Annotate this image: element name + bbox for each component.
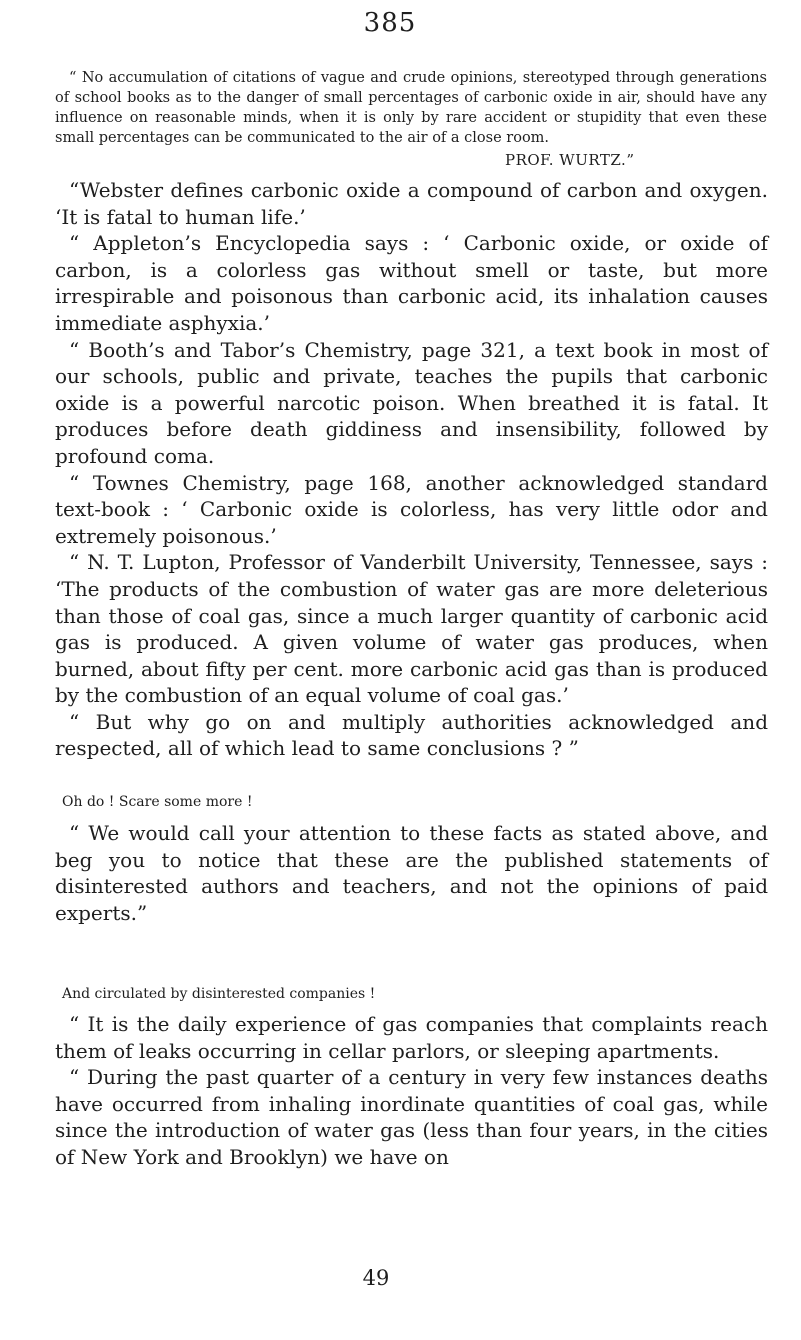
page-number: 385 [363, 8, 417, 38]
quote-signature: PROF. WURTZ.” [505, 151, 635, 169]
body-section-3 [55, 1011, 768, 1171]
paragraph-authorities: “ But why go on and multiply authorities acknowledged and respected, all of which lead to same conclusions ? ” [55, 709, 768, 761]
annotation-scare: Oh do ! Scare some more ! [62, 794, 253, 810]
paragraph-townes: “ Townes Chemistry, page 168, another acknowledged standard text-book : ‘ Carbonic oxide is colorless, has very little odor and extremely poisonous.’ [55, 470, 768, 548]
paragraph-lupton: “ N. T. Lupton, Professor of Vanderbilt University, Tennessee, says : ‘The products of the combustion of water gas are more deleterious than those of coal gas, since a much larger quantity of carbonic acid gas is produced. A given volume of water gas produces, when burned, about fifty per cent. more carbonic acid gas than is produced by the combustion of an equal volume of coal gas.’ [55, 550, 768, 708]
body-section-2 [55, 820, 768, 926]
body-section-1 [55, 177, 768, 762]
annotation-circulated: And circulated by disinterested companies ! [62, 986, 376, 1002]
wurtz-quote: “ No accumulation of citations of vague and crude opinions, stereotyped through generations of school books as to the danger of small percentages of carbonic oxide in air, should have any influence on reasonable minds, when it is only by rare accident or stupidity that even these small percentages can be communicated to the air of a close room. [55, 70, 767, 146]
paragraph-attention: “ We would call your attention to these facts as stated above, and beg you to notice that these are the published statements of disinterested authors and teachers, and not the opinions of paid experts.” [55, 821, 768, 925]
paragraph-quarter-century: “ During the past quarter of a century in very few instances deaths have occurred from inhaling inordinate quantities of coal gas, while since the introduction of water gas (less than four years, in the cities of New York and Brooklyn) we have on [55, 1065, 768, 1169]
paragraph-booth-tabor: “ Booth’s and Tabor’s Chemistry, page 321, a text book in most of our schools, public and private, teaches the pupils that carbonic oxide is a powerful narcotic poison. When breathed it is fatal. It produces before death giddiness and insensibility, followed by profound coma. [55, 337, 768, 468]
signature-mark: 49 [362, 1266, 390, 1290]
paragraph-webster: “Webster defines carbonic oxide a compound of carbon and oxygen. ‘It is fatal to human life.’ [55, 178, 768, 229]
paragraph-appleton: “ Appleton’s Encyclopedia says : ‘ Carbonic oxide, or oxide of carbon, is a colorless gas without smell or taste, but more irrespirable and poisonous than carbonic acid, its inhalation causes immediate asphyxia.’ [55, 231, 768, 335]
paragraph-daily-experience: “ It is the daily experience of gas companies that complaints reach them of leaks occurring in cellar parlors, or sleeping apartments. [55, 1012, 768, 1063]
